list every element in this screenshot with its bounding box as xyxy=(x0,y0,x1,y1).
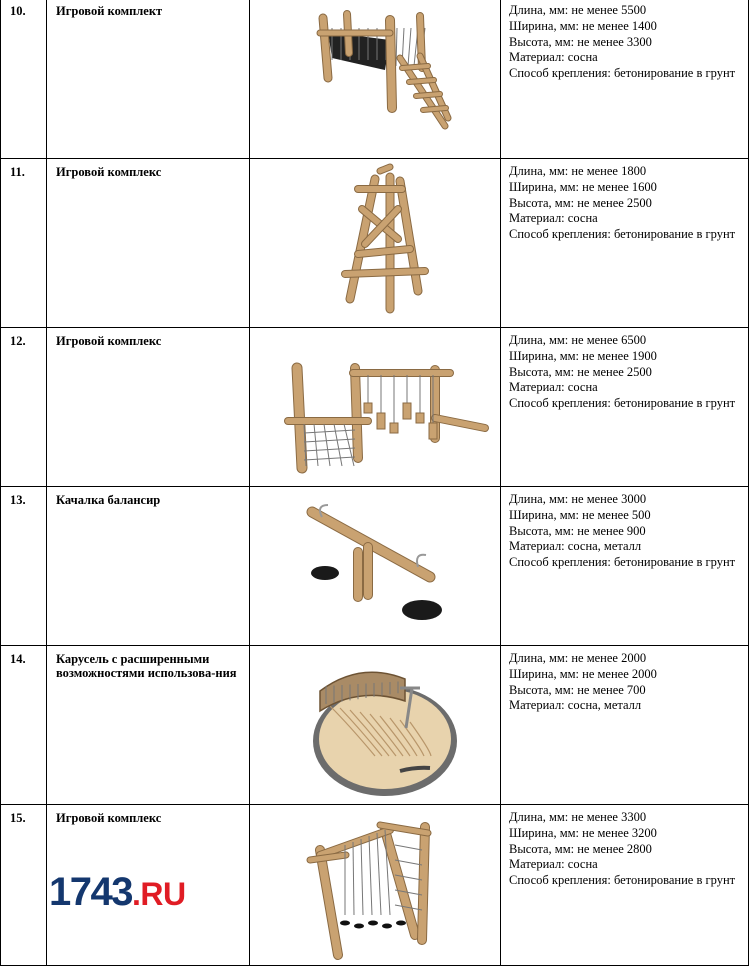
spec-line: Материал: сосна xyxy=(509,50,598,65)
spec-line: Материал: сосна xyxy=(509,857,598,872)
table-row xyxy=(1,328,749,487)
spec-line: Способ крепления: бетонирование в грунт xyxy=(509,555,736,570)
row-number: 11. xyxy=(1,159,47,328)
spec-line: Длина, мм: не менее 6500 xyxy=(509,333,647,347)
spec-line: Высота, мм: не менее 2500 xyxy=(509,195,652,210)
watermark-suffix: .RU xyxy=(131,876,186,912)
play-complex-rope-frame-image xyxy=(250,805,500,966)
spec-line: Материал: сосна, металл xyxy=(509,698,642,713)
spec-line: Ширина, мм: не менее 2000 xyxy=(509,666,657,681)
spec-line: Материал: сосна xyxy=(509,380,598,395)
spec-line: Ширина, мм: не менее 1600 xyxy=(509,179,657,194)
product-name: Игровой комплект xyxy=(47,0,250,159)
product-specs xyxy=(501,646,749,805)
spec-line: Длина, мм: не менее 3300 xyxy=(509,810,647,824)
play-complex-climbing-tower-image xyxy=(250,159,500,328)
product-name: Карусель с расширенными возможностями использова-ния xyxy=(47,646,250,805)
table-row xyxy=(1,159,749,328)
spec-line: Высота, мм: не менее 3300 xyxy=(509,34,652,49)
spec-line: Способ крепления: бетонирование в грунт xyxy=(509,873,736,888)
spec-line: Способ крепления: бетонирование в грунт xyxy=(509,227,736,242)
spec-line: Длина, мм: не менее 3000 xyxy=(509,492,647,506)
spec-line: Ширина, мм: не менее 1900 xyxy=(509,348,657,363)
watermark-number: 1743 xyxy=(49,870,132,914)
product-image-cell xyxy=(250,805,501,966)
spec-line: Длина, мм: не менее 5500 xyxy=(509,3,647,17)
row-number: 12. xyxy=(1,328,47,487)
product-specs xyxy=(501,805,749,966)
row-number: 15. xyxy=(1,805,47,966)
spec-line: Ширина, мм: не менее 3200 xyxy=(509,825,657,840)
spec-line: Высота, мм: не менее 900 xyxy=(509,523,646,538)
product-specs xyxy=(501,487,749,646)
spec-line: Способ крепления: бетонирование в грунт xyxy=(509,396,736,411)
table-row xyxy=(1,646,749,805)
seesaw-image xyxy=(250,487,500,646)
row-number: 14. xyxy=(1,646,47,805)
accessible-carousel-image xyxy=(250,646,500,805)
row-number: 13. xyxy=(1,487,47,646)
spec-line: Высота, мм: не менее 2500 xyxy=(509,364,652,379)
spec-line: Способ крепления: бетонирование в грунт xyxy=(509,66,736,81)
product-image-cell xyxy=(250,0,501,159)
spec-line: Высота, мм: не менее 2800 xyxy=(509,841,652,856)
spec-line: Высота, мм: не менее 700 xyxy=(509,682,646,697)
product-specs xyxy=(501,159,749,328)
watermark-logo xyxy=(49,872,186,914)
spec-line: Длина, мм: не менее 1800 xyxy=(509,164,647,178)
spec-line: Ширина, мм: не менее 1400 xyxy=(509,18,657,33)
spec-line: Материал: сосна xyxy=(509,211,598,226)
play-set-rope-bridge-image xyxy=(250,0,500,159)
product-name: Игровой комплекс xyxy=(47,159,250,328)
product-image-cell xyxy=(250,159,501,328)
product-name: Игровой комплекс xyxy=(47,805,250,966)
spec-line: Длина, мм: не менее 2000 xyxy=(509,651,647,665)
product-specs xyxy=(501,328,749,487)
product-name: Качалка балансир xyxy=(47,487,250,646)
product-specs xyxy=(501,0,749,159)
product-image-cell xyxy=(250,646,501,805)
table-row xyxy=(1,487,749,646)
table-row xyxy=(1,0,749,159)
spec-line: Материал: сосна, металл xyxy=(509,539,642,554)
product-image-cell xyxy=(250,328,501,487)
product-image-cell xyxy=(250,487,501,646)
play-complex-hanging-logs-image xyxy=(250,328,500,487)
product-name: Игровой комплекс xyxy=(47,328,250,487)
spec-line: Ширина, мм: не менее 500 xyxy=(509,507,651,522)
row-number: 10. xyxy=(1,0,47,159)
